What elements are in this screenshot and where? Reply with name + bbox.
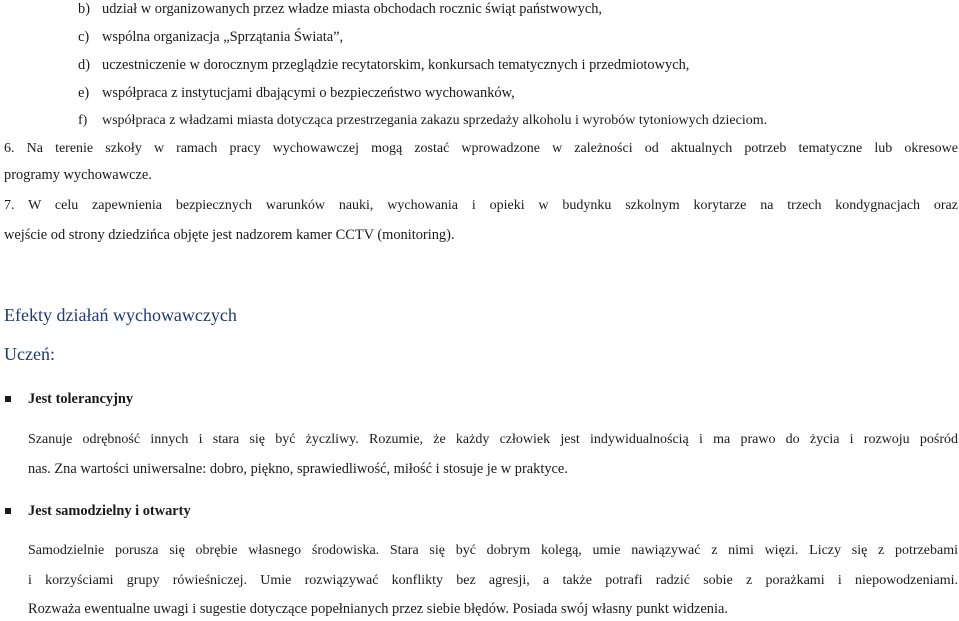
list-item-text: wspólna organizacja „Sprzątania Świata”,: [102, 29, 344, 45]
section-title: Efekty działań wychowawczych: [4, 305, 237, 325]
section-subtitle: Uczeń:: [4, 344, 55, 364]
list-item-label: e): [78, 85, 90, 101]
point-6-line-2: programy wychowawcze.: [4, 167, 152, 183]
trait-description-line: i korzyściami grupy rówieśniczej. Umie rozwiązywać konflikty bez agresji, a także potrafi radzić sobie z porażkami i niepowodzeniami.: [28, 573, 958, 588]
list-item-d: [78, 56, 689, 74]
trait-description-line: Samodzielnie porusza się obrębie własnego środowiska. Stara się być dobrym kolegą, umie nawiązywać z nimi więzi. Liczy się z potrzebami: [28, 543, 958, 558]
trait-title: Jest tolerancyjny: [28, 391, 134, 407]
list-item-text: współpraca z władzami miasta dotycząca przestrzegania zakazu sprzedaży alkoholu i wyrobów tytoniowych dzieciom.: [102, 113, 768, 128]
trait-description-line: Szanuje odrębność innych i stara się być życzliwy. Rozumie, że każdy człowiek jest indywidualnością i ma prawo do życia i rozwoju pośród: [28, 432, 958, 447]
bullet-icon: [5, 508, 11, 514]
point-6-line-1: 6. Na terenie szkoły w ramach pracy wychowawczej mogą zostać wprowadzone w zależności od aktualnych potrzeb tematyczne lub okresowe: [4, 141, 958, 156]
bullet-icon: [5, 396, 11, 402]
list-item-b: [78, 0, 602, 18]
trait-title: Jest samodzielny i otwarty: [28, 503, 191, 519]
list-item-f: [78, 112, 767, 130]
point-7-line-2: wejście od strony dziedzińca objęte jest nadzorem kamer CCTV (monitoring).: [4, 227, 455, 243]
list-item-text: udział w organizowanych przez władze miasta obchodach rocznic świąt państwowych,: [102, 1, 603, 17]
list-item-text: uczestniczenie w dorocznym przeglądzie recytatorskim, konkursach tematycznych i przedmiotowych,: [102, 57, 690, 73]
list-item-label: f): [78, 113, 88, 128]
list-item-text: współpraca z instytucjami dbającymi o bezpieczeństwo wychowanków,: [102, 85, 515, 101]
list-item-label: c): [78, 29, 90, 45]
point-7-line-1: 7. W celu zapewnienia bezpiecznych warunków nauki, wychowania i opieki w budynku szkolnym korytarze na trzech kondygnacjach oraz: [4, 198, 958, 213]
trait-description-line: Rozważa ewentualne uwagi i sugestie dotyczące popełnianych przez siebie błędów. Posiada swój własny punkt widzenia.: [28, 601, 728, 617]
list-item-e: [78, 84, 515, 102]
list-item-c: [78, 28, 343, 46]
list-item-label: b): [78, 1, 90, 17]
list-item-label: d): [78, 57, 90, 73]
trait-description-line: nas. Zna wartości uniwersalne: dobro, piękno, sprawiedliwość, miłość i stosuje je w praktyce.: [28, 461, 568, 477]
